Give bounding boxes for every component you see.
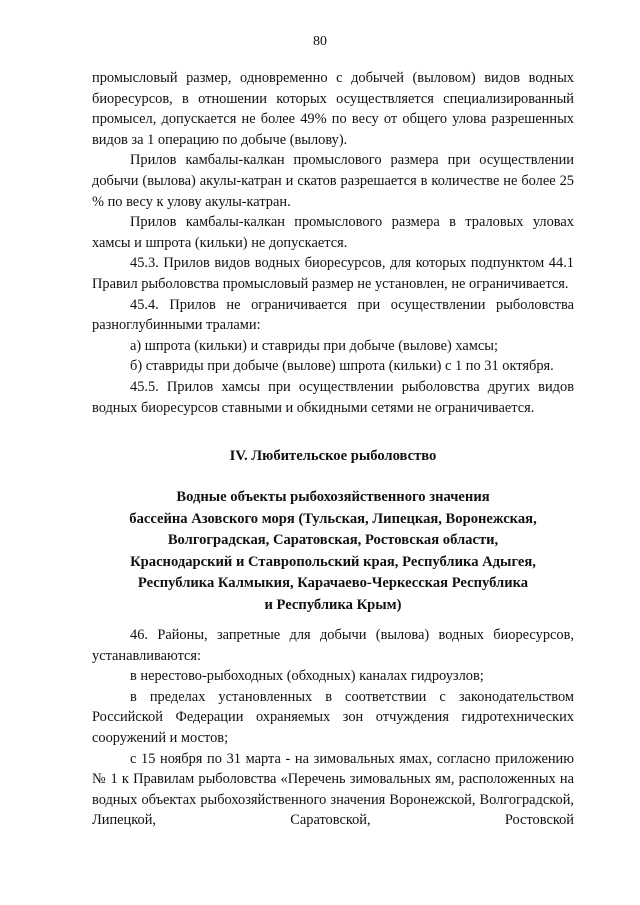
list-item-wintering-pits: с 15 ноября по 31 марта - на зимовальных ямах, согласно приложению № 1 к Правилам рыболовства «Перечень зимовальных ям, расположенных на водных объектах рыбохозяйственного значения Воронежской, Волгоградской, Липецкой, Саратовской, Ростовской (92, 750, 574, 829)
body-text-top (92, 68, 574, 418)
section-heading-line: Волгоградская, Саратовская, Ростовская области, (167, 532, 499, 548)
list-item-b: б) ставриды при добыче (вылове) шпрота (кильки) с 1 по 31 октября. (130, 358, 554, 375)
list-item-protected-zones: в пределах установленных в соответствии с законодательством Российской Федерации охраняемых зон отчуждения гидротехнических сооружений и мостов; (92, 688, 574, 746)
section-heading-line: бассейна Азовского моря (Тульская, Липецкая, Воронежская, (129, 510, 537, 527)
list-item-a: а) шпрота (кильки) и ставриды при добыче (вылове) хамсы; (130, 337, 498, 354)
section-heading-line: Водные объекты рыбохозяйственного значения (176, 489, 490, 505)
section-heading (92, 487, 574, 616)
paragraph-45-4: 45.4. Прилов не ограничивается при осуществлении рыболовства разноглубинными тралами: (92, 296, 574, 334)
page-number: 80 (313, 34, 327, 49)
paragraph-46: 46. Районы, запретные для добычи (вылова) водных биоресурсов, устанавливаются: (92, 627, 574, 664)
section-heading-line: Краснодарский и Ставропольский края, Республика Адыгея, (130, 553, 536, 570)
paragraph-kalkan-trawl: Прилов камбалы-калкан промыслового размера в траловых уловах хамсы и шпрота (кильки) не допускается. (92, 214, 574, 251)
paragraph-45-5: 45.5. Прилов хамсы при осуществлении рыболовства других видов водных биоресурсов ставными и обкидными сетями не ограничивается. (92, 378, 574, 416)
body-text-bottom (92, 625, 574, 831)
chapter-heading: IV. Любительское рыболовство (229, 448, 437, 464)
paragraph-continuation: промысловый размер, одновременно с добычей (выловом) видов водных биоресурсов, в отношении которых осуществляется специализированный промысел, допускается не более 49% по весу от общего улова разрешенных видов за 1 операцию по добыче (вылову). (92, 70, 574, 148)
section-heading-line: и Республика Крым) (264, 596, 402, 613)
section-heading-line: Республика Калмыкия, Карачаево-Черкесская Республика (137, 575, 529, 591)
paragraph-45-3: 45.3. Прилов видов водных биоресурсов, для которых подпунктом 44.1 Правил рыболовства промысловый размер не установлен, не ограничивается. (92, 255, 574, 292)
list-item-canals: в нерестово-рыбоходных (обходных) каналах гидроузлов; (130, 668, 484, 685)
paragraph-kalkan-katran: Прилов камбалы-калкан промыслового размера при осуществлении добычи (вылова) акулы-катран и скатов разрешается в количестве не более 25 % по весу к улову акулы-катран. (92, 152, 574, 210)
